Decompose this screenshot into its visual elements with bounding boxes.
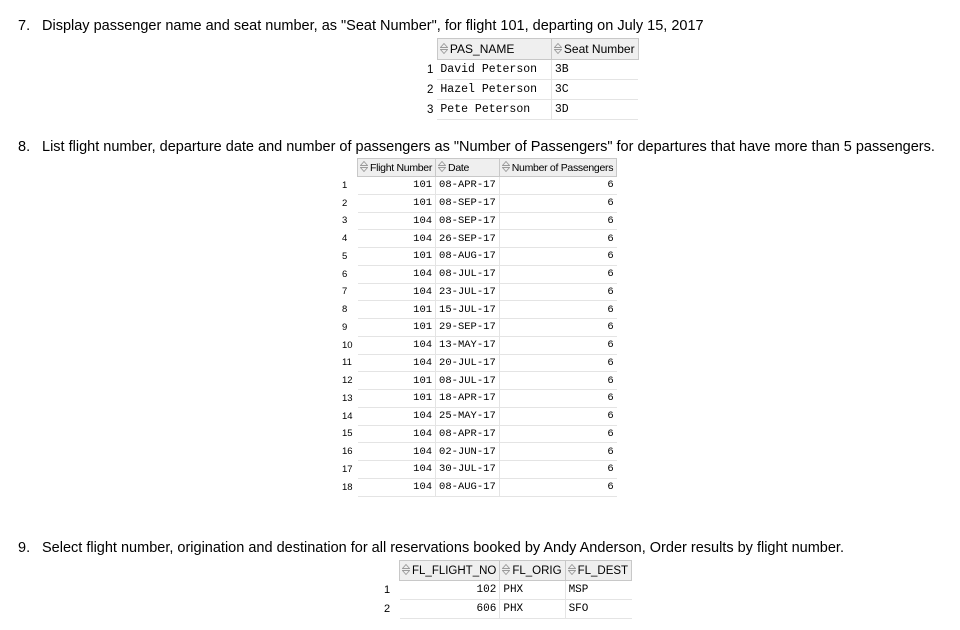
cell-date[interactable]: 08-JUL-17 [436,265,500,283]
row-number: 2 [342,197,348,209]
table-row[interactable] [338,212,617,230]
cell-date[interactable]: 08-SEP-17 [436,212,500,230]
cell-date[interactable]: 23-JUL-17 [436,283,500,301]
sort-arrows-icon[interactable] [360,161,368,172]
cell-flight-number[interactable]: 104 [358,354,436,372]
column-header-label: Number of Passengers [511,161,614,174]
row-number: 9 [342,321,348,333]
cell-fl-dest[interactable]: SFO [565,600,632,619]
row-number: 2 [427,83,434,96]
cell-number-of-passengers[interactable]: 6 [499,212,616,230]
sort-arrows-icon[interactable] [502,564,510,575]
header-row [338,159,617,177]
row-number: 10 [342,339,353,351]
table-row[interactable] [338,478,617,496]
table-row[interactable] [338,425,617,443]
result-grid-q7 [423,38,639,120]
cell-flight-number[interactable]: 104 [358,407,436,425]
cell-flight-number[interactable]: 104 [358,443,436,461]
column-header-label: Flight Number [370,161,433,174]
cell-flight-number[interactable]: 101 [358,194,436,212]
cell-number-of-passengers[interactable]: 6 [499,478,616,496]
row-number: 1 [384,584,391,596]
cell-number-of-passengers[interactable]: 6 [499,443,616,461]
column-header-seat-number[interactable] [551,39,638,60]
row-number: 8 [342,304,348,316]
row-number: 3 [342,215,348,227]
cell-fl-flight-no[interactable]: 102 [400,581,500,600]
question-9 [18,540,844,556]
cell-date[interactable]: 15-JUL-17 [436,301,500,319]
cell-date[interactable]: 08-JUL-17 [436,372,500,390]
question-number: 9. [18,540,31,556]
row-number: 5 [342,250,348,262]
row-number: 1 [427,63,434,76]
column-header-label: FL_ORIG [512,564,562,577]
cell-date[interactable]: 26-SEP-17 [436,230,500,248]
cell-flight-number[interactable]: 101 [358,372,436,390]
table-row[interactable] [338,443,617,461]
header-row [380,561,632,581]
cell-number-of-passengers[interactable]: 6 [499,425,616,443]
table-row[interactable] [338,177,617,195]
question-text: Display passenger name and seat number, as "Seat Number", for flight 101, departing on July 15, 2017 [42,18,704,34]
table-row[interactable] [423,80,638,100]
cell-date[interactable]: 08-APR-17 [436,177,500,195]
table-row[interactable] [338,461,617,479]
row-number: 16 [342,446,353,458]
table-row[interactable] [338,248,617,266]
cell-pas-name[interactable]: David Peterson [437,60,551,80]
column-header-label: PAS_NAME [449,42,515,56]
row-number: 6 [342,268,348,280]
cell-number-of-passengers[interactable]: 6 [499,248,616,266]
row-number-header [423,39,437,60]
cell-date[interactable]: 20-JUL-17 [436,354,500,372]
cell-date[interactable]: 08-AUG-17 [436,248,500,266]
table-row[interactable] [423,60,638,80]
question-8 [18,139,935,155]
cell-date[interactable]: 08-AUG-17 [436,478,500,496]
cell-number-of-passengers[interactable]: 6 [499,265,616,283]
column-header-number-of-passengers[interactable] [499,159,616,177]
column-header-fl-flight-no[interactable] [400,561,500,581]
result-grid-q8 [338,158,617,497]
cell-fl-dest[interactable]: MSP [565,581,632,600]
table-row[interactable] [338,194,617,212]
sort-arrows-icon[interactable] [440,43,448,54]
cell-date[interactable]: 29-SEP-17 [436,319,500,337]
row-number: 3 [427,103,434,116]
sort-arrows-icon[interactable] [402,564,410,575]
cell-number-of-passengers[interactable]: 6 [499,461,616,479]
cell-pas-name[interactable]: Hazel Peterson [437,80,551,100]
row-number: 14 [342,410,353,422]
sort-arrows-icon[interactable] [554,43,562,54]
cell-seat-number[interactable]: 3B [551,60,638,80]
cell-flight-number[interactable]: 104 [358,336,436,354]
column-header-fl-dest[interactable] [565,561,632,581]
cell-number-of-passengers[interactable]: 6 [499,283,616,301]
cell-date[interactable]: 18-APR-17 [436,390,500,408]
cell-number-of-passengers[interactable]: 6 [499,336,616,354]
table-row[interactable] [380,581,632,600]
cell-flight-number[interactable]: 101 [358,319,436,337]
table-row[interactable] [338,283,617,301]
cell-number-of-passengers[interactable]: 6 [499,301,616,319]
table-row[interactable] [338,372,617,390]
row-number: 13 [342,392,353,404]
row-number: 11 [342,357,352,369]
cell-fl-orig[interactable]: PHX [500,581,565,600]
cell-flight-number[interactable]: 104 [358,230,436,248]
table-row[interactable] [338,336,617,354]
row-number: 7 [342,286,348,298]
cell-number-of-passengers[interactable]: 6 [499,319,616,337]
cell-flight-number[interactable]: 101 [358,248,436,266]
sort-arrows-icon[interactable] [502,161,510,172]
cell-date[interactable]: 13-MAY-17 [436,336,500,354]
table-row[interactable] [380,600,632,619]
cell-number-of-passengers[interactable]: 6 [499,194,616,212]
question-number: 7. [18,18,31,34]
result-grid-q9 [380,560,632,619]
row-number: 17 [342,463,353,475]
cell-number-of-passengers[interactable]: 6 [499,390,616,408]
table-row[interactable] [338,265,617,283]
cell-flight-number[interactable]: 104 [358,212,436,230]
row-number-header [380,561,400,581]
question-text: List flight number, departure date and number of passengers as "Number of Passengers" for departures that have more than 5 passengers. [42,139,935,155]
cell-flight-number[interactable]: 101 [358,301,436,319]
cell-flight-number[interactable]: 101 [358,390,436,408]
question-text: Select flight number, origination and destination for all reservations booked by Andy Anderson, Order results by flight number. [42,540,844,556]
table-row[interactable] [338,230,617,248]
row-number: 18 [342,481,353,493]
table-row[interactable] [338,390,617,408]
cell-pas-name[interactable]: Pete Peterson [437,100,551,120]
header-row [423,39,638,60]
table-row[interactable] [423,100,638,120]
column-header-label: FL_DEST [577,564,629,577]
cell-date[interactable]: 08-APR-17 [436,425,500,443]
cell-date[interactable]: 02-JUN-17 [436,443,500,461]
cell-fl-flight-no[interactable]: 606 [400,600,500,619]
column-header-label: Seat Number [563,42,635,56]
cell-flight-number[interactable]: 104 [358,265,436,283]
row-number: 1 [342,179,348,191]
cell-seat-number[interactable]: 3D [551,100,638,120]
row-number: 4 [342,233,348,245]
cell-flight-number[interactable]: 101 [358,177,436,195]
cell-fl-orig[interactable]: PHX [500,600,565,619]
column-header-label: Date [448,161,470,174]
row-number: 12 [342,375,353,387]
cell-flight-number[interactable]: 104 [358,461,436,479]
question-7 [18,18,704,34]
sort-arrows-icon[interactable] [438,161,446,172]
column-header-date[interactable] [436,159,500,177]
cell-date[interactable]: 08-SEP-17 [436,194,500,212]
question-number: 8. [18,139,31,155]
sort-arrows-icon[interactable] [568,564,576,575]
table-row[interactable] [338,354,617,372]
row-number: 15 [342,428,353,440]
table-row[interactable] [338,301,617,319]
table-row[interactable] [338,319,617,337]
cell-flight-number[interactable]: 104 [358,425,436,443]
row-number-header [338,159,358,177]
cell-date[interactable]: 25-MAY-17 [436,407,500,425]
column-header-label: FL_FLIGHT_NO [412,564,497,577]
cell-number-of-passengers[interactable]: 6 [499,407,616,425]
cell-flight-number[interactable]: 104 [358,283,436,301]
cell-number-of-passengers[interactable]: 6 [499,230,616,248]
cell-date[interactable]: 30-JUL-17 [436,461,500,479]
cell-number-of-passengers[interactable]: 6 [499,354,616,372]
cell-number-of-passengers[interactable]: 6 [499,372,616,390]
cell-seat-number[interactable]: 3C [551,80,638,100]
row-number: 2 [384,603,391,615]
cell-number-of-passengers[interactable]: 6 [499,177,616,195]
column-header-fl-orig[interactable] [500,561,565,581]
column-header-flight-number[interactable] [358,159,436,177]
cell-flight-number[interactable]: 104 [358,478,436,496]
column-header-pas-name[interactable] [437,39,551,60]
table-row[interactable] [338,407,617,425]
